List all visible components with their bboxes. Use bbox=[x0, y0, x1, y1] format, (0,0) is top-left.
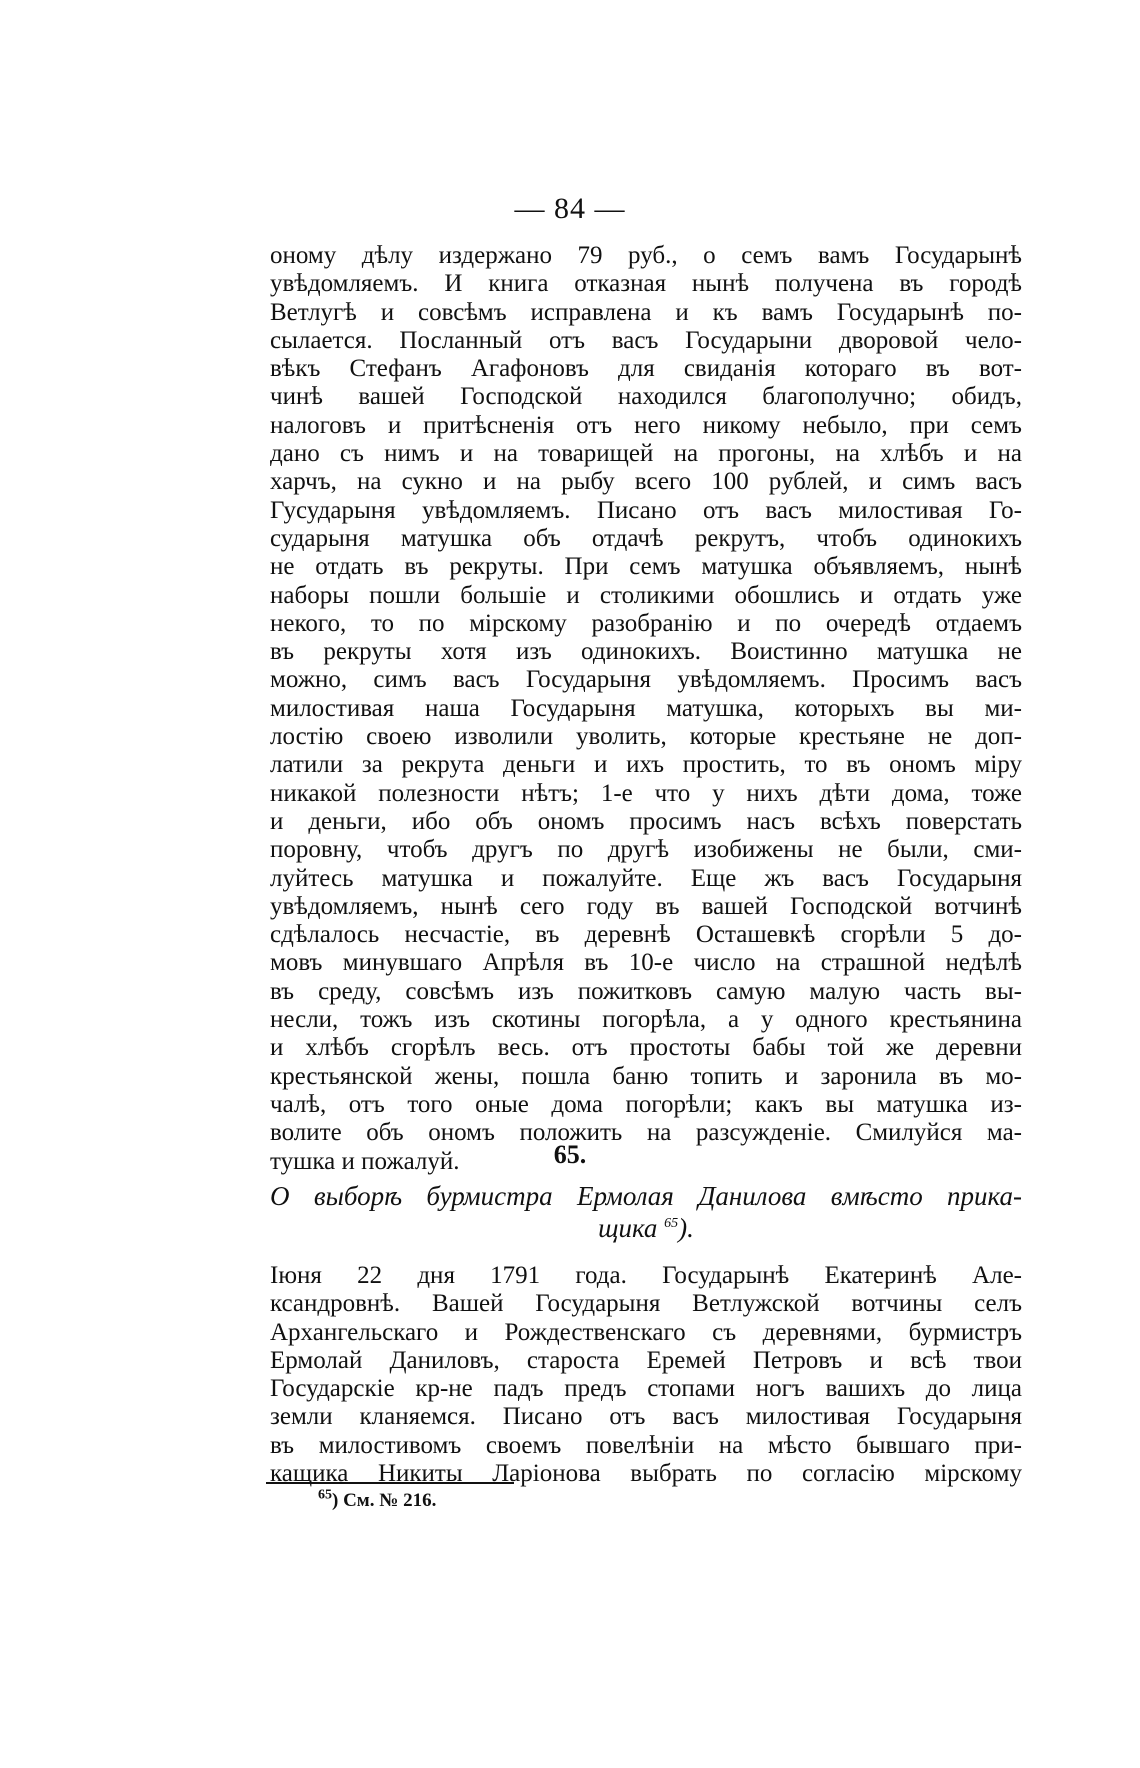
text-line: латили за рекрута деньги и ихъ простить, то въ ономъ міру bbox=[270, 751, 1022, 779]
text-line: несли, тожъ изъ скотины погорѣла, а у одного крестьянина bbox=[270, 1006, 1022, 1034]
text-line: сударыня матушка объ отдачѣ рекрутъ, чтобъ одинокихъ bbox=[270, 524, 1022, 552]
text-line: крестьянской жены, пошла баню топить и заронила въ мо- bbox=[270, 1062, 1022, 1090]
text-line: въ среду, совсѣмъ изъ пожитковъ самую малую часть вы- bbox=[270, 977, 1022, 1005]
text-line: и деньги, ибо объ ономъ просимъ насъ всѣхъ поверстать bbox=[270, 807, 1022, 835]
text-line: лостію своею изволили уволить, которые крестьяне не доп- bbox=[270, 723, 1022, 751]
footnote-mark: 65 bbox=[318, 1487, 332, 1503]
text-line: земли кланяемся. Писано отъ васъ милостивая Государыня bbox=[270, 1403, 1022, 1431]
text-line: харчъ, на сукно и на рыбу всего 100 рублей, и симъ васъ bbox=[270, 468, 1022, 496]
text-line: луйтесь матушка и пожалуйте. Еще жъ васъ Государыня bbox=[270, 864, 1022, 892]
text-line: Государскіе кр-не падъ предъ стопами ногъ вашихъ до лица bbox=[270, 1375, 1022, 1403]
text-line: Іюня 22 дня 1791 года. Государынѣ Екатеринѣ Але- bbox=[270, 1262, 1022, 1289]
text-line: въ рекруты хотя изъ одинокихъ. Воистинно матушка не bbox=[270, 638, 1022, 666]
document-number: 65. bbox=[553, 1140, 587, 1169]
footnote-divider bbox=[266, 1482, 514, 1484]
text-line: Ермолай Даниловъ, староста Еремей Петровъ и всѣ твои bbox=[270, 1346, 1022, 1374]
footnote-text: ) См. № 216. bbox=[332, 1490, 437, 1511]
text-line: и хлѣбъ сгорѣлъ весь. отъ простоты бабы той же деревни bbox=[270, 1034, 1022, 1062]
text-line: мовъ минувшаго Апрѣля въ 10-е число на страшной недѣлѣ bbox=[270, 949, 1022, 977]
paragraph-document-65 bbox=[270, 1262, 1022, 1488]
text-line: увѣдомляемъ, нынѣ сего году въ вашей Господской вотчинѣ bbox=[270, 892, 1022, 920]
paragraph-letter-continued bbox=[270, 242, 1022, 1176]
text-line: можно, симъ васъ Государыня увѣдомляемъ. Просимъ васъ bbox=[270, 666, 1022, 694]
text-line: Архангельскаго и Рождественскаго съ деревнями, бурмистръ bbox=[270, 1318, 1022, 1346]
text-line: сдѣлалось несчастіе, въ деревнѣ Осташевкѣ сгорѣли 5 до- bbox=[270, 921, 1022, 949]
title-line: О выборѣ бурмистра Ермолая Данилова вмѣсто прика- bbox=[270, 1181, 1022, 1211]
text-line: некого, то по мірскому разобранію и по очередѣ отдаемъ bbox=[270, 609, 1022, 637]
text-line: не отдать въ рекруты. При семъ матушка объявляемъ, нынѣ bbox=[270, 553, 1022, 581]
text-line: Гусударыня увѣдомляемъ. Писано отъ васъ милостивая Го- bbox=[270, 496, 1022, 524]
text-line: чалѣ, отъ того оные дома погорѣли; какъ вы матушка из- bbox=[270, 1090, 1022, 1118]
text-line: тушка и пожалуй. bbox=[270, 1147, 460, 1175]
text-line: сылается. Посланный отъ васъ Государыни дворовой чело- bbox=[270, 326, 1022, 354]
text-line: увѣдомляемъ. И книга отказная нынѣ получена въ городѣ bbox=[270, 270, 1022, 298]
text-line: кащика Никиты Ларіонова выбрать по согласію мірскому bbox=[270, 1460, 1022, 1488]
title-line-text: щика bbox=[598, 1213, 658, 1243]
text-line: Ветлугѣ и совсѣмъ исправлена и къ вамъ Государынѣ по- bbox=[270, 298, 1022, 326]
text-line: наборы пошли большіе и столикими обошлись и отдать уже bbox=[270, 581, 1022, 609]
title-line bbox=[270, 1212, 1022, 1244]
document-title bbox=[270, 1180, 1022, 1244]
text-line: дано съ нимъ и на товарищей на прогоны, на хлѣбъ и на bbox=[270, 440, 1022, 468]
text-line: поровну, чтобъ другъ по другѣ изобижены не были, сми- bbox=[270, 836, 1022, 864]
footnote-reference: 65 bbox=[664, 1216, 679, 1231]
title-end: ). bbox=[678, 1213, 694, 1243]
text-line: чинѣ вашей Господской находился благополучно; обидъ, bbox=[270, 383, 1022, 411]
text-line: въ милостивомъ своемъ повелѣніи на мѣсто бывшаго при- bbox=[270, 1431, 1022, 1459]
text-line: налоговъ и притѣсненія отъ него никому небыло, при семъ bbox=[270, 411, 1022, 439]
text-line: никакой полезности нѣтъ; 1-е что у нихъ дѣти дома, тоже bbox=[270, 779, 1022, 807]
text-line: волите объ ономъ положить на разсужденіе. Смилуйся ма- bbox=[270, 1119, 1022, 1147]
text-line: милостивая наша Государыня матушка, которыхъ вы ми- bbox=[270, 694, 1022, 722]
text-line: ксандровнѣ. Вашей Государыня Ветлужской вотчины селъ bbox=[270, 1290, 1022, 1318]
text-line: оному дѣлу издержано 79 руб., о семъ вамъ Государынѣ bbox=[270, 242, 1022, 269]
text-line: вѣкъ Стефанъ Агафоновъ для свиданія котораго въ вот- bbox=[270, 355, 1022, 383]
page-number: — 84 — bbox=[514, 192, 626, 225]
footnote bbox=[318, 1487, 437, 1512]
